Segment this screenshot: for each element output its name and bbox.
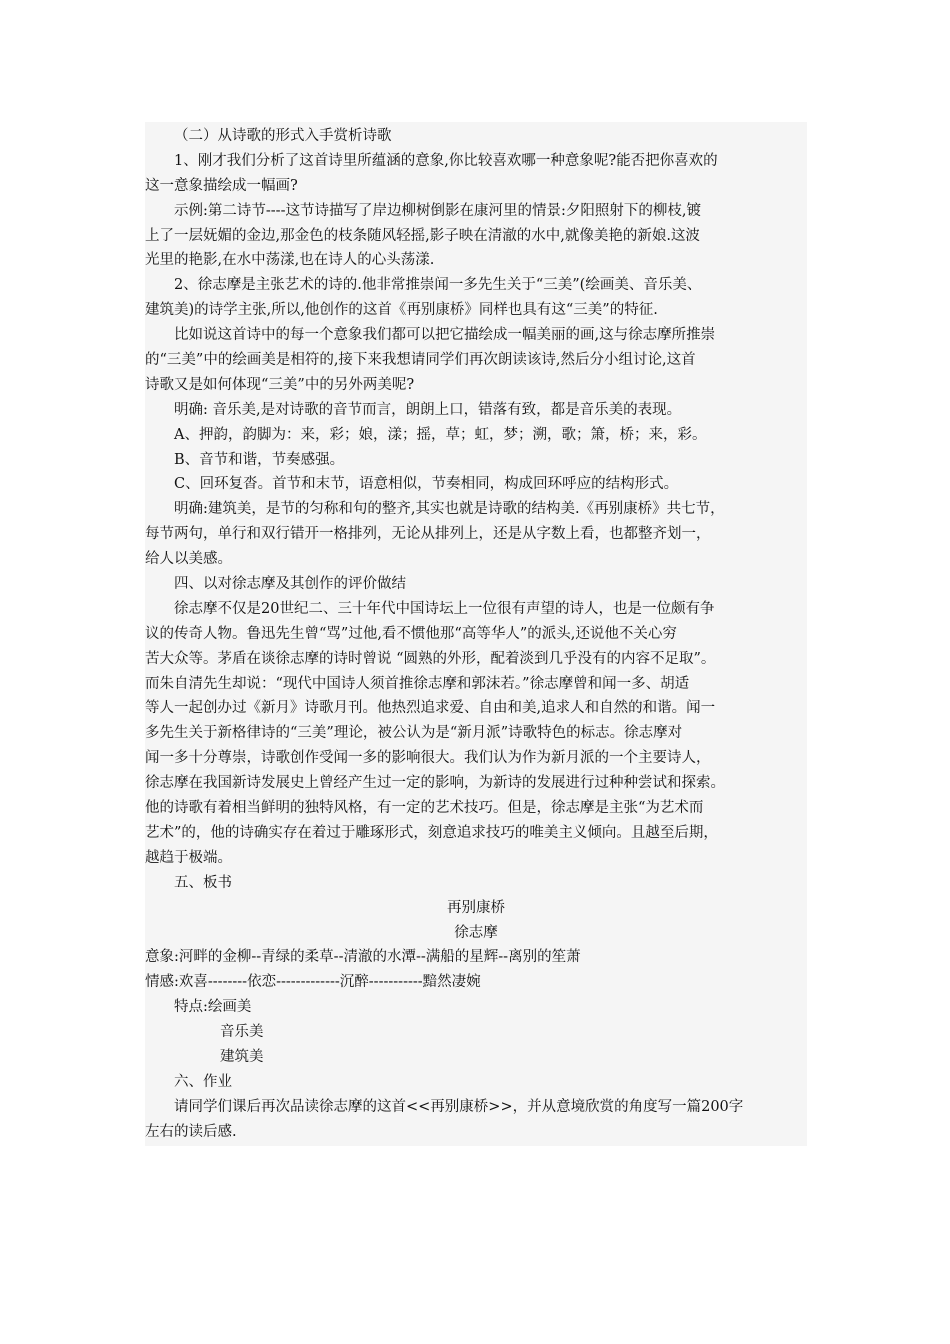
board-author: 徐志摩 <box>454 924 498 941</box>
board-imagery-line: 意象:河畔的金柳--青绿的柔草--清澈的水潭--满船的星辉--离别的笙萧 <box>145 949 581 966</box>
paragraph-line: 比如说这首诗中的每一个意象我们都可以把它描绘成一幅美丽的画,这与徐志摩所推崇 <box>174 327 716 344</box>
paragraph-line: 1、刚才我们分析了这首诗里所蕴涵的意象,你比较喜欢哪一种意象呢?能否把你喜欢的 <box>174 152 718 169</box>
paragraph-line: 苦大众等。茅盾在谈徐志摩的诗时曾说 “圆熟的外形，配着淡到几乎没有的内容不足取”。 <box>145 650 716 667</box>
paragraph-line: 艺术”的，他的诗确实存在着过于雕琢形式，刻意追求技巧的唯美主义倾向。且越至后期， <box>145 824 718 841</box>
paragraph-line: 上了一层妩媚的金边,那金色的枝条随风轻摇,影子映在清澈的水中,就像美艳的新娘.这波 <box>145 227 700 244</box>
section-heading: 六、作业 <box>174 1073 232 1090</box>
paragraph-line: 每节两句，单行和双行错开一格排列，无论从排列上，还是从字数上看，也都整齐划一， <box>145 526 711 543</box>
paragraph-line: 他的诗歌有着相当鲜明的独特风格，有一定的艺术技巧。但是，徐志摩是主张“为艺术而 <box>145 800 704 817</box>
paragraph-line: 请同学们课后再次品读徐志摩的这首<<再别康桥>>，并从意境欣赏的角度写一篇200字 <box>174 1098 744 1115</box>
paragraph-line: 光里的艳影,在水中荡漾,也在诗人的心头荡漾. <box>145 252 435 269</box>
paragraph-line: 等人一起创办过《新月》诗歌月刊。他热烈追求爱、自由和美,追求人和自然的和谐。闻一 <box>145 700 716 717</box>
board-feature-line: 音乐美 <box>220 1024 264 1041</box>
paragraph-line: 的“三美”中的绘画美是相符的,接下来我想请同学们再次朗读该诗,然后分小组讨论,这首 <box>145 352 696 369</box>
paragraph-line: 议的传奇人物。鲁迅先生曾“骂”过他,看不惯他那“高等华人”的派头,还说他不关心穷 <box>145 625 677 642</box>
paragraph-line: 建筑美)的诗学主张,所以,他创作的这首《再别康桥》同样也具有这“三美”的特征. <box>145 302 658 319</box>
paragraph-line: 诗歌又是如何体现“三美”中的另外两美呢? <box>145 376 415 393</box>
paragraph-line: 明确: 音乐美,是对诗歌的音节而言，朗朗上口，错落有致，都是音乐美的表现。 <box>174 401 682 418</box>
board-feature-line: 特点:绘画美 <box>174 999 252 1016</box>
board-title: 再别康桥 <box>447 899 505 916</box>
paragraph-line: B、音节和谐，节奏感强。 <box>174 451 345 468</box>
paragraph-line: 2、徐志摩是主张艺术的诗的.他非常推崇闻一多先生关于“三美”(绘画美、音乐美、 <box>174 277 702 294</box>
paragraph-line: 徐志摩在我国新诗发展史上曾经产生过一定的影响，为新诗的发展进行过种种尝试和探索。 <box>145 775 725 792</box>
section-heading: （二）从诗歌的形式入手赏析诗歌 <box>174 128 392 144</box>
paragraph-line: 示例:第二诗节----这节诗描写了岸边柳树倒影在康河里的情景:夕阳照射下的柳枝,镀 <box>174 202 701 219</box>
paragraph-line: C、回环复沓。首节和末节，语意相似，节奏相同，构成回环呼应的结构形式。 <box>174 476 679 493</box>
paragraph-line: A、押韵，韵脚为：来，彩；娘，漾；摇，草；虹，梦；溯，歌；箫，桥；来，彩。 <box>174 426 707 443</box>
paragraph-line: 徐志摩不仅是20世纪二、三十年代中国诗坛上一位很有声望的诗人，也是一位颇有争 <box>174 600 715 617</box>
paragraph-line: 这一意象描绘成一幅画? <box>145 177 298 194</box>
section-heading: 四、以对徐志摩及其创作的评价做结 <box>174 576 406 593</box>
section-heading: 五、板书 <box>174 874 232 891</box>
paragraph-line: 给人以美感。 <box>145 551 232 568</box>
paragraph-line: 而朱自清先生却说：“现代中国诗人须首推徐志摩和郭沫若。”徐志摩曾和闻一多、胡适 <box>145 675 690 692</box>
document-body <box>145 124 815 1145</box>
board-emotion-line: 情感:欢喜--------依恋-------------沉醉-----------黯然凄婉 <box>145 974 481 991</box>
paragraph-line: 明确:建筑美，是节的匀称和句的整齐,其实也就是诗歌的结构美.《再别康桥》共七节， <box>174 501 725 518</box>
paragraph-line: 左右的读后感. <box>145 1123 237 1140</box>
paragraph-line: 多先生关于新格律诗的“三美”理论，被公认为是“新月派”诗歌特色的标志。徐志摩对 <box>145 725 683 742</box>
paragraph-line: 闻一多十分尊崇，诗歌创作受闻一多的影响很大。我们认为作为新月派的一个主要诗人， <box>145 750 711 767</box>
board-feature-line: 建筑美 <box>220 1048 264 1065</box>
paragraph-line: 越趋于极端。 <box>145 849 232 866</box>
